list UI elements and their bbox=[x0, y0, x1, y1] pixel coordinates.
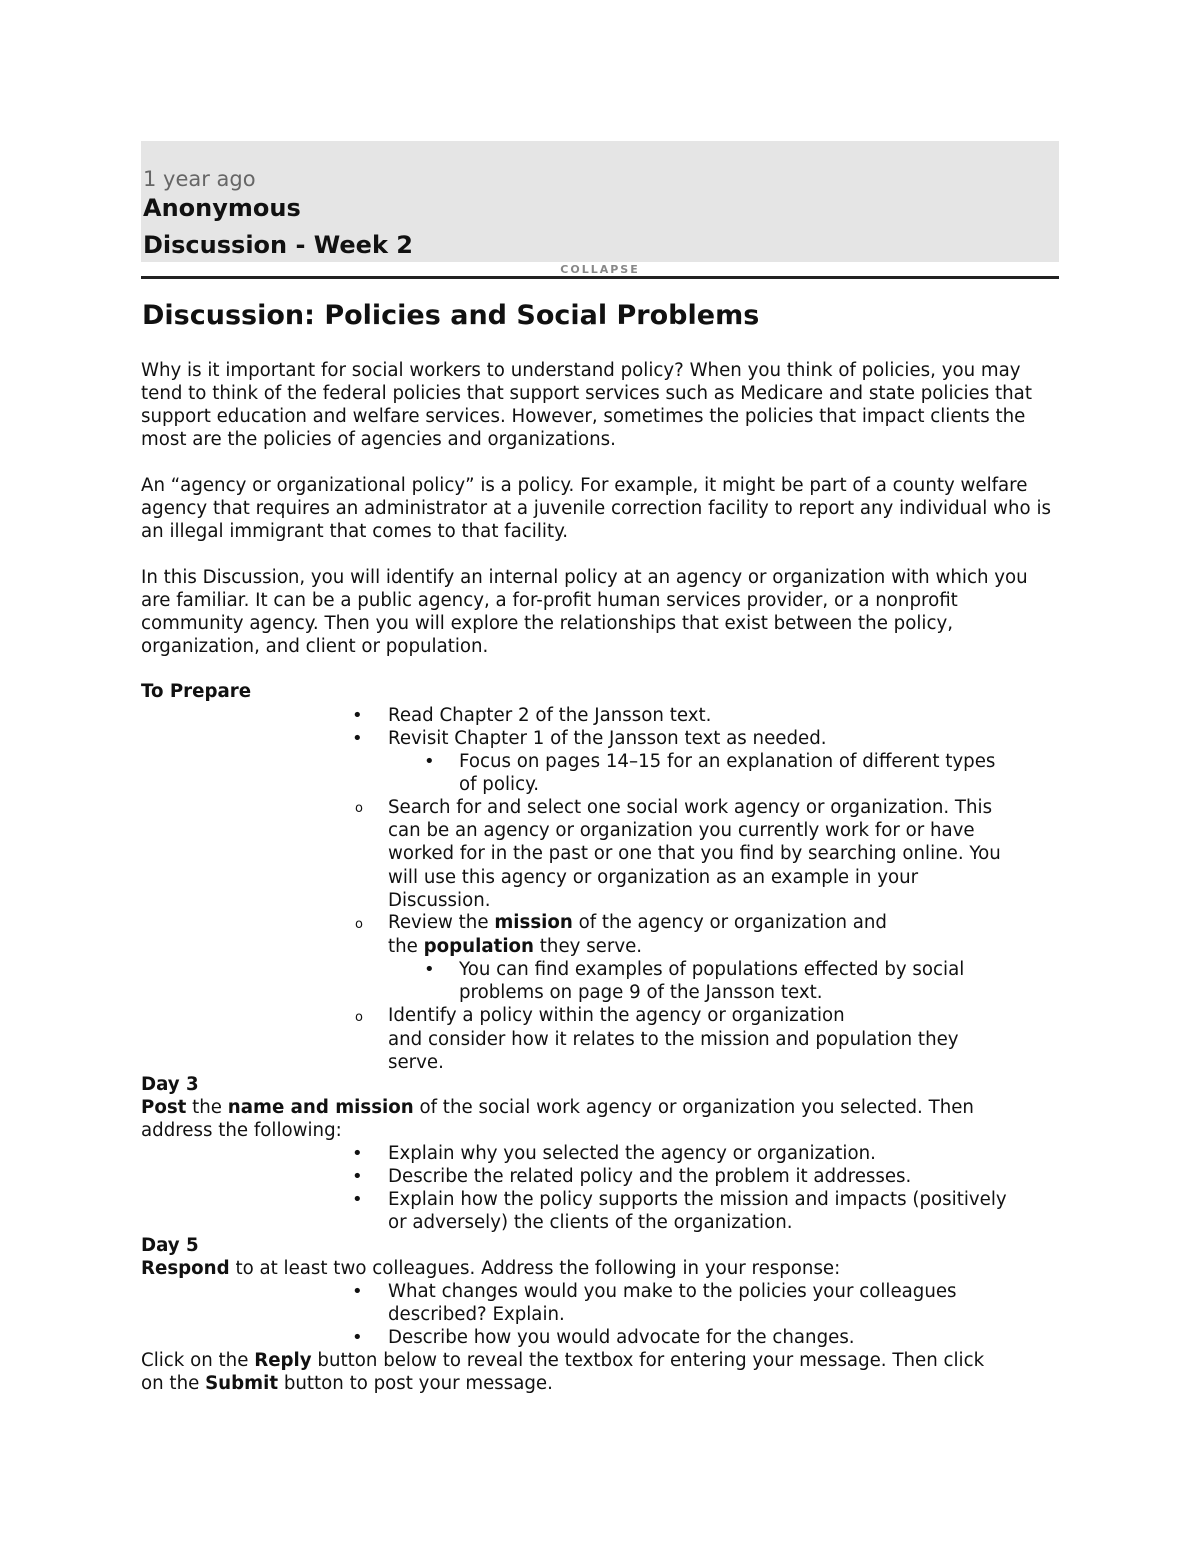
closing-line-1: Click on the Reply button below to reveal the textbox for entering your message. Then click bbox=[141, 1350, 985, 1371]
prepare-item-3-line-3: worked for in the past or one that you find by searching online. You bbox=[388, 843, 1001, 864]
circle-marker: o bbox=[355, 1010, 363, 1025]
prepare-item-5-line-3: serve. bbox=[388, 1052, 444, 1073]
day3-instruction-line-2: address the following: bbox=[141, 1120, 342, 1141]
bullet-marker: • bbox=[352, 1166, 363, 1187]
circle-marker: o bbox=[355, 917, 363, 932]
bullet-marker: • bbox=[352, 1281, 363, 1302]
day3-item-1: Explain why you selected the agency or organization. bbox=[388, 1143, 876, 1164]
prepare-item-5-line-1: Identify a policy within the agency or organization bbox=[388, 1005, 845, 1026]
intro-paragraph-2: An “agency or organizational policy” is a policy. For example, it might be part of a county welfare agency that requires an administrator at a juvenile correction facility to report any individual who is an illegal immigrant that comes to that facility. bbox=[141, 475, 1051, 542]
divider bbox=[141, 276, 1059, 279]
prepare-item-3-line-2: can be an agency or organization you currently work for or have bbox=[388, 820, 975, 841]
prepare-item-3-line-4: will use this agency or organization as an example in your bbox=[388, 867, 919, 888]
bullet-marker: • bbox=[352, 1143, 363, 1164]
prepare-subitem-1-line-1: Focus on pages 14–15 for an explanation of different types bbox=[459, 751, 996, 772]
bullet-marker: • bbox=[352, 728, 363, 749]
page-title: Discussion: Policies and Social Problems bbox=[142, 300, 760, 331]
day5-instruction: Respond to at least two colleagues. Address the following in your response: bbox=[141, 1258, 841, 1279]
post-timestamp: 1 year ago bbox=[143, 167, 256, 191]
prepare-item-4-line-2: the population they serve. bbox=[388, 936, 643, 957]
day3-item-3-line-1: Explain how the policy supports the mission and impacts (positively bbox=[388, 1189, 1007, 1210]
bullet-marker: • bbox=[352, 705, 363, 726]
prepare-subitem-2-line-1: You can find examples of populations effected by social bbox=[459, 959, 965, 980]
post-author: Anonymous bbox=[143, 194, 301, 222]
bullet-marker: • bbox=[352, 1189, 363, 1210]
prepare-subitem-1-line-2: of policy. bbox=[459, 774, 540, 795]
bullet-marker: • bbox=[352, 1327, 363, 1348]
bullet-marker: • bbox=[424, 751, 435, 772]
prepare-item-5-line-2: and consider how it relates to the mission and population they bbox=[388, 1029, 959, 1050]
collapse-button[interactable]: COLLAPSE bbox=[560, 263, 640, 276]
prepare-item-4-line-1: Review the mission of the agency or organization and bbox=[388, 912, 887, 933]
day3-heading: Day 3 bbox=[141, 1074, 199, 1095]
prepare-item-3-line-1: Search for and select one social work agency or organization. This bbox=[388, 797, 993, 818]
prepare-item-2: Revisit Chapter 1 of the Jansson text as needed. bbox=[388, 728, 827, 749]
circle-marker: o bbox=[355, 801, 363, 816]
day5-item-1-line-2: described? Explain. bbox=[388, 1304, 565, 1325]
day3-item-2: Describe the related policy and the problem it addresses. bbox=[388, 1166, 912, 1187]
prepare-item-3-line-5: Discussion. bbox=[388, 890, 491, 911]
prepare-heading: To Prepare bbox=[141, 681, 252, 702]
day5-item-1-line-1: What changes would you make to the policies your colleagues bbox=[388, 1281, 957, 1302]
day5-heading: Day 5 bbox=[141, 1235, 199, 1256]
bullet-marker: • bbox=[424, 959, 435, 980]
day3-instruction-line-1: Post the name and mission of the social work agency or organization you selected. Then bbox=[141, 1097, 974, 1118]
day5-item-2: Describe how you would advocate for the changes. bbox=[388, 1327, 855, 1348]
prepare-item-1: Read Chapter 2 of the Jansson text. bbox=[388, 705, 712, 726]
prepare-subitem-2-line-2: problems on page 9 of the Jansson text. bbox=[459, 982, 823, 1003]
intro-paragraph-1: Why is it important for social workers to understand policy? When you think of policies, you may tend to think of the federal policies that support services such as Medicare and state policies that support education and welfare services. However, sometimes the policies that impact clients the most are the policies of agencies and organizations. bbox=[141, 360, 1032, 450]
closing-line-2: on the Submit button to post your message. bbox=[141, 1373, 553, 1394]
intro-paragraph-3: In this Discussion, you will identify an internal policy at an agency or organization with which you are familiar. It can be a public agency, a for-profit human services provider, or a nonprofit community agency. Then you will explore the relationships that exist between the policy, organization, and client or population. bbox=[141, 567, 1028, 657]
day3-item-3-line-2: or adversely) the clients of the organization. bbox=[388, 1212, 793, 1233]
thread-title: Discussion - Week 2 bbox=[143, 231, 413, 259]
